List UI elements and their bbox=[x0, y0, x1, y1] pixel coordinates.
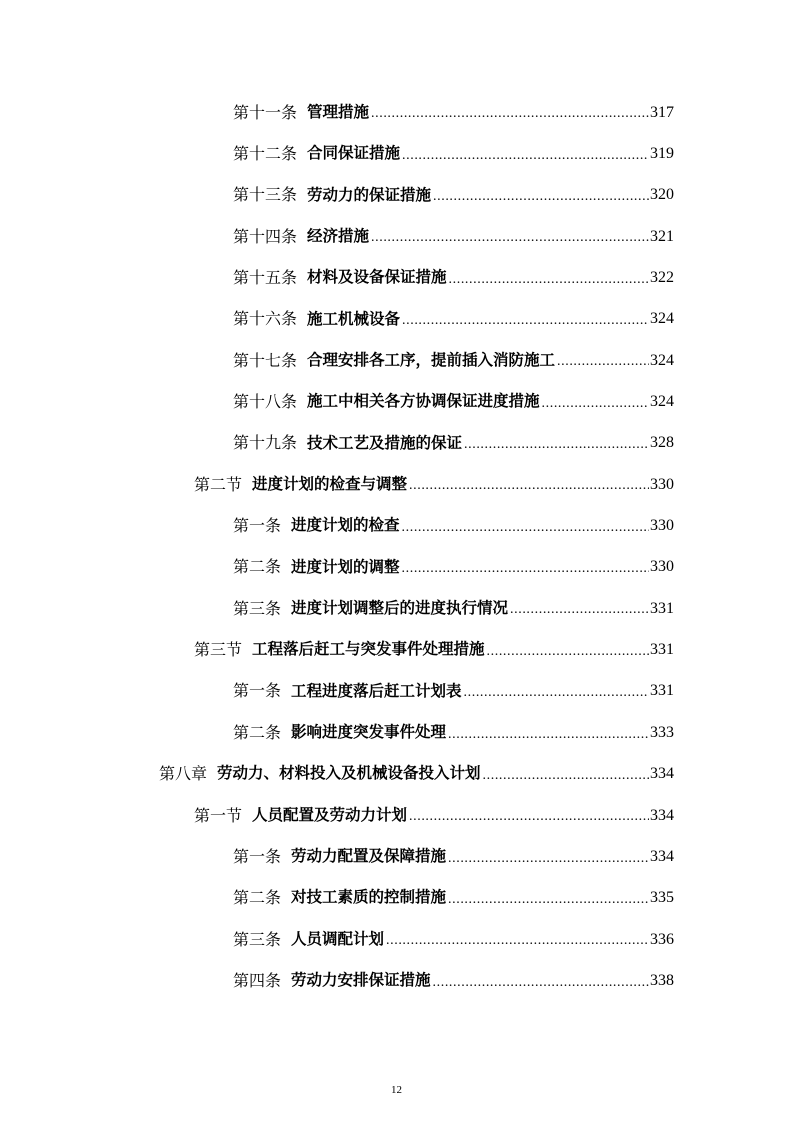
toc-entry-number: 第十三条 bbox=[233, 185, 298, 205]
dot-leader bbox=[409, 479, 649, 505]
toc-entry-number: 第一条 bbox=[233, 846, 282, 866]
toc-entry-title: 合理安排各工序，提前插入消防施工 bbox=[307, 350, 556, 369]
toc-entry[interactable] bbox=[0, 836, 793, 877]
toc-entry-page: 320 bbox=[650, 186, 674, 204]
toc-entry-number: 第三条 bbox=[233, 598, 282, 618]
toc-entry[interactable] bbox=[0, 919, 793, 960]
dot-leader bbox=[557, 355, 649, 381]
toc-entry-title: 进度计划调整后的进度执行情况 bbox=[291, 599, 509, 618]
dot-leader bbox=[409, 810, 649, 836]
toc-entry-number: 第四条 bbox=[233, 970, 282, 990]
dot-leader bbox=[402, 149, 649, 175]
toc-entry-number: 第十五条 bbox=[233, 268, 298, 288]
toc-entry-page: 319 bbox=[650, 145, 674, 163]
dot-leader bbox=[448, 852, 649, 878]
toc-entry-title: 进度计划的检查 bbox=[291, 516, 400, 535]
toc-entry[interactable] bbox=[0, 547, 793, 588]
toc-entry-number: 第二条 bbox=[233, 557, 282, 577]
toc-entry-number: 第三条 bbox=[233, 929, 282, 949]
toc-entry[interactable] bbox=[0, 505, 793, 546]
toc-entry-page: 330 bbox=[650, 517, 674, 535]
dot-leader bbox=[402, 562, 649, 588]
dot-leader bbox=[542, 397, 649, 423]
toc-entry-title: 对技工素质的控制措施 bbox=[291, 888, 447, 907]
toc-entry-number: 第一条 bbox=[233, 516, 282, 536]
toc-entry-number: 第十九条 bbox=[233, 433, 298, 453]
dot-leader bbox=[433, 976, 649, 1002]
toc-entry[interactable] bbox=[0, 381, 793, 422]
toc-entry-page: 328 bbox=[650, 434, 674, 452]
toc-entry-title: 进度计划的调整 bbox=[291, 557, 400, 576]
toc-entry-number: 第二节 bbox=[194, 474, 243, 494]
toc-entry-title: 施工中相关各方协调保证进度措施 bbox=[307, 392, 540, 411]
dot-leader bbox=[483, 769, 649, 795]
dot-leader bbox=[402, 521, 649, 547]
toc-entry-title: 经济措施 bbox=[307, 226, 370, 245]
dot-leader bbox=[371, 107, 649, 133]
toc-entry[interactable] bbox=[0, 671, 793, 712]
toc-entry-title: 管理措施 bbox=[307, 102, 370, 121]
toc-entry-number: 第十八条 bbox=[233, 392, 298, 412]
toc-entry-page: 321 bbox=[650, 227, 674, 245]
toc-entry[interactable] bbox=[0, 92, 793, 133]
toc-entry[interactable] bbox=[0, 588, 793, 629]
table-of-contents bbox=[0, 92, 793, 1002]
dot-leader bbox=[386, 934, 649, 960]
toc-entry-number: 第十二条 bbox=[233, 144, 298, 164]
toc-entry-page: 322 bbox=[650, 269, 674, 287]
toc-entry-title: 材料及设备保证措施 bbox=[307, 268, 447, 287]
toc-entry[interactable] bbox=[0, 340, 793, 381]
toc-entry-title: 技术工艺及措施的保证 bbox=[307, 433, 463, 452]
dot-leader bbox=[449, 273, 649, 299]
dot-leader bbox=[402, 314, 649, 340]
dot-leader bbox=[433, 190, 649, 216]
toc-entry-page: 324 bbox=[650, 351, 674, 369]
toc-entry[interactable] bbox=[0, 712, 793, 753]
toc-entry-page: 334 bbox=[650, 806, 674, 824]
toc-entry[interactable] bbox=[0, 464, 793, 505]
toc-entry-title: 人员配置及劳动力计划 bbox=[252, 805, 408, 824]
toc-entry-page: 334 bbox=[650, 765, 674, 783]
toc-entry-title: 劳动力的保证措施 bbox=[307, 185, 432, 204]
toc-entry[interactable] bbox=[0, 960, 793, 1001]
toc-entry[interactable] bbox=[0, 299, 793, 340]
toc-entry[interactable] bbox=[0, 216, 793, 257]
toc-entry[interactable] bbox=[0, 423, 793, 464]
toc-entry-page: 324 bbox=[650, 393, 674, 411]
toc-entry-page: 335 bbox=[650, 889, 674, 907]
toc-entry-title: 工程进度落后赶工计划表 bbox=[291, 681, 462, 700]
toc-entry-page: 333 bbox=[650, 723, 674, 741]
toc-entry-title: 人员调配计划 bbox=[291, 929, 385, 948]
dot-leader bbox=[464, 686, 649, 712]
toc-entry-number: 第二条 bbox=[233, 888, 282, 908]
toc-entry-page: 336 bbox=[650, 930, 674, 948]
toc-entry-title: 影响进度突发事件处理 bbox=[291, 723, 447, 742]
toc-entry[interactable] bbox=[0, 629, 793, 670]
dot-leader bbox=[448, 893, 649, 919]
toc-entry-title: 施工机械设备 bbox=[307, 309, 401, 328]
dot-leader bbox=[371, 231, 649, 257]
toc-entry-page: 330 bbox=[650, 558, 674, 576]
toc-entry-page: 330 bbox=[650, 475, 674, 493]
dot-leader bbox=[464, 438, 649, 464]
toc-entry-page: 331 bbox=[650, 682, 674, 700]
toc-entry-number: 第三节 bbox=[194, 640, 243, 660]
toc-entry-page: 331 bbox=[650, 599, 674, 617]
toc-entry[interactable] bbox=[0, 795, 793, 836]
toc-entry[interactable] bbox=[0, 878, 793, 919]
toc-entry[interactable] bbox=[0, 175, 793, 216]
toc-entry[interactable] bbox=[0, 257, 793, 298]
toc-entry-number: 第十六条 bbox=[233, 309, 298, 329]
toc-entry-page: 334 bbox=[650, 847, 674, 865]
toc-entry-number: 第八章 bbox=[159, 764, 208, 784]
toc-entry-number: 第十一条 bbox=[233, 102, 298, 122]
dot-leader bbox=[487, 645, 649, 671]
toc-entry-page: 324 bbox=[650, 310, 674, 328]
toc-entry-title: 工程落后赶工与突发事件处理措施 bbox=[252, 640, 485, 659]
toc-entry-number: 第二条 bbox=[233, 722, 282, 742]
toc-entry-title: 合同保证措施 bbox=[307, 144, 401, 163]
toc-entry-page: 331 bbox=[650, 641, 674, 659]
toc-entry-page: 317 bbox=[650, 103, 674, 121]
toc-entry-title: 劳动力配置及保障措施 bbox=[291, 847, 447, 866]
dot-leader bbox=[448, 728, 649, 754]
toc-entry-page: 338 bbox=[650, 971, 674, 989]
page-number: 12 bbox=[391, 1084, 402, 1096]
toc-entry-number: 第一条 bbox=[233, 681, 282, 701]
dot-leader bbox=[510, 603, 649, 629]
toc-entry-title: 进度计划的检查与调整 bbox=[252, 475, 408, 494]
toc-entry-number: 第十七条 bbox=[233, 350, 298, 370]
toc-entry-number: 第十四条 bbox=[233, 226, 298, 246]
toc-entry[interactable] bbox=[0, 133, 793, 174]
toc-entry-title: 劳动力、材料投入及机械设备投入计划 bbox=[217, 764, 481, 783]
toc-entry-number: 第一节 bbox=[194, 805, 243, 825]
toc-entry[interactable] bbox=[0, 754, 793, 795]
toc-entry-title: 劳动力安排保证措施 bbox=[291, 971, 431, 990]
